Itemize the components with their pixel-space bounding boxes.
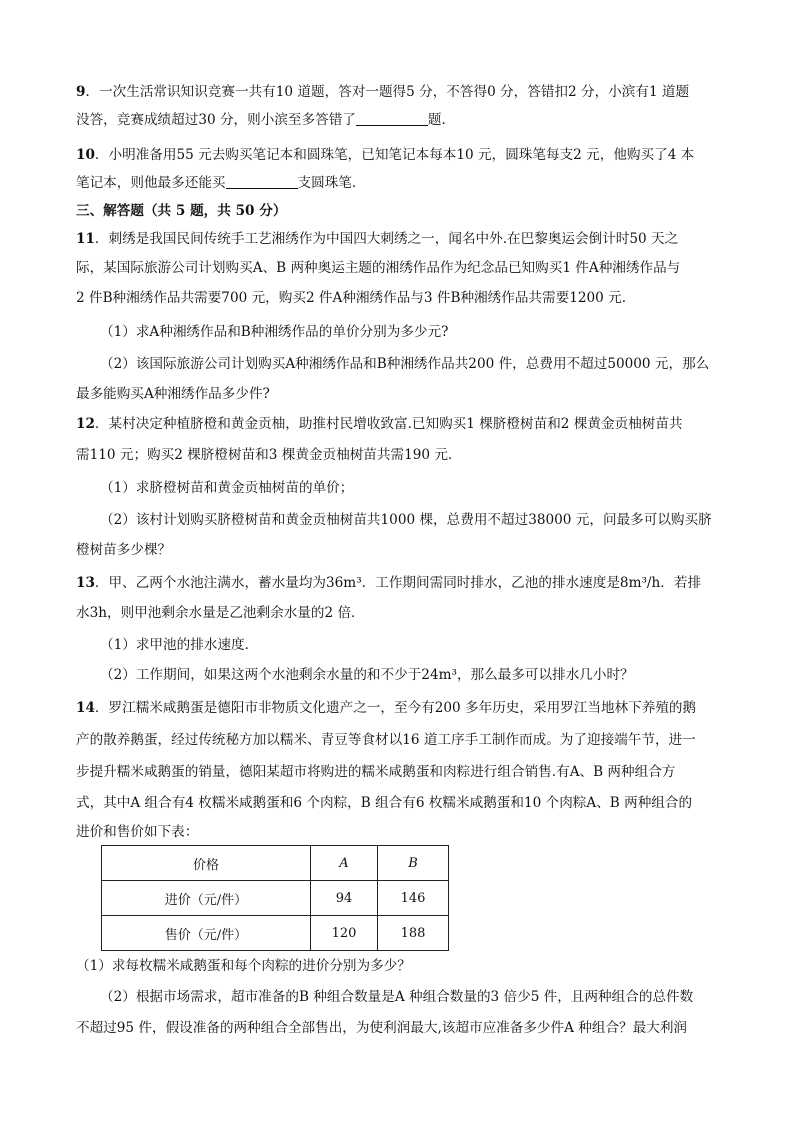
table-cell: 188: [378, 916, 449, 951]
q11-line-2: 际，某国际旅游公司计划购买A、B 两种奥运主题的湘绣作品作为纪念品已知购买1 件A种湘绣作品与: [76, 260, 681, 276]
q9-text-2b: 题.: [427, 112, 446, 128]
q12-sub-2: （2）该村计划购买脐橙树苗和黄金贡柚树苗共1000 棵，总费用不超过38000 元，问最多可以购买脐: [100, 512, 712, 528]
q11-line-3: 2 件B种湘绣作品共需要700 元，购买2 件A种湘绣作品与3 件B种湘绣作品共需要1200 元.: [76, 290, 627, 306]
table-header-row: [102, 846, 449, 881]
q11-line-1: [76, 229, 678, 249]
q9-text-2a: 没答，竞赛成绩超过30 分，则小滨至多答错了: [76, 112, 356, 128]
table-cell: 进价（元/件）: [102, 881, 311, 916]
q12-line-1: [76, 414, 683, 434]
table-cell: 售价（元/件）: [102, 916, 311, 951]
q12-text-1: ．某村决定种植脐橙和黄金贡柚，助推村民增收致富.已知购买1 棵脐橙树苗和2 棵黄金贡柚树苗共: [94, 416, 683, 432]
q10-number: 10: [76, 147, 95, 163]
table-cell: 94: [311, 881, 378, 916]
q12-line-2: 需110 元；购买2 棵脐橙树苗和3 棵黄金贡柚树苗共需190 元．: [76, 447, 462, 463]
q14-sub-2: （2）根据市场需求，超市准备的B 种组合数量是A 种组合数量的3 倍少5 件，且两种组合的总件数: [100, 989, 694, 1005]
q10-text-2b: 支圆珠笔．: [297, 175, 366, 191]
q11-number: 11: [76, 231, 95, 247]
q14-line-5: 进价和售价如下表：: [76, 824, 199, 840]
q9-text-1: ．一次生活常识知识竞赛一共有10 道题，答对一题得5 分，不答得0 分，答错扣2 分，小滨有1 道题: [85, 84, 690, 100]
q11-sub-2-cont: 最多能购买A种湘绣作品多少件?: [76, 386, 270, 402]
q14-line-3: 步提升糯米咸鹅蛋的销量，德阳某超市将购进的糯米咸鹅蛋和肉粽进行组合销售.有A、B 两种组合方: [76, 764, 676, 780]
q13-line-1: [76, 573, 701, 593]
q13-line-2: 水3h，则甲池剩余水量是乙池剩余水量的2 倍．: [76, 605, 365, 621]
q14-line-4: 式，其中A 组合有4 枚糯米咸鹅蛋和6 个肉粽，B 组合有6 枚糯米咸鹅蛋和10 个肉粽A、B 两种组合的: [76, 795, 693, 811]
q9-answer-blank[interactable]: [356, 111, 428, 126]
section-3-heading: 三、解答题（共 5 题，共 50 分）: [76, 203, 287, 219]
q13-number: 13: [76, 575, 95, 591]
q13-sub-1: （1）求甲池的排水速度．: [100, 637, 259, 653]
q11-sub-2: （2）该国际旅游公司计划购买A种湘绣作品和B种湘绣作品共200 件，总费用不超过50000 元，那么: [100, 356, 710, 372]
q11-text-1: ．刺绣是我国民间传统手工艺湘绣作为中国四大刺绣之一，闻名中外.在巴黎奥运会倒计时50 天之: [94, 231, 679, 247]
q14-line-2: 产的散养鹅蛋，经过传统秘方加以糯米、青豆等食材以16 道工序手工制作而成。为了迎接端午节，进一: [76, 732, 696, 748]
q9-line-1: [76, 82, 689, 102]
table-header-cell: 价格: [102, 846, 311, 881]
q11-sub-1: （1）求A种湘绣作品和B种湘绣作品的单价分别为多少元?: [100, 324, 449, 340]
q13-sub-2: （2）工作期间，如果这两个水池剩余水量的和不少于24m³，那么最多可以排水几小时？: [100, 667, 634, 683]
q14-line-1: [76, 698, 696, 718]
table-row: [102, 916, 449, 951]
q10-text-1: ．小明准备用55 元去购买笔记本和圆珠笔，已知笔记本每本10 元，圆珠笔每支2 元，他购买了4 本: [94, 147, 695, 163]
q10-line-1: [76, 145, 694, 165]
table-header-cell: B: [378, 846, 449, 881]
q9-number: 9: [76, 84, 86, 100]
q12-number: 12: [76, 416, 95, 432]
q9-line-2: [76, 110, 446, 130]
table-header-cell: A: [311, 846, 378, 881]
table-cell: 120: [311, 916, 378, 951]
q10-answer-blank[interactable]: [226, 174, 298, 189]
q13-text-1: ．甲、乙两个水池注满水，蓄水量均为36m³．工作期间需同时排水，乙池的排水速度是8m³/h．若排: [94, 575, 702, 591]
q12-sub-1: （1）求脐橙树苗和黄金贡柚树苗的单价；: [100, 480, 354, 496]
q14-number: 14: [76, 700, 95, 716]
q14-sub-2-cont: 不超过95 件，假设准备的两种组合全部售出，为使利润最大,该超市应准备多少件A 种组合？最大利润: [76, 1020, 688, 1036]
table-row: [102, 881, 449, 916]
q14-text-1: ．罗江糯米咸鹅蛋是德阳市非物质文化遗产之一，至今有200 多年历史，采用罗江当地林下养殖的鹅: [94, 700, 697, 716]
price-table: [101, 845, 449, 951]
table-cell: 146: [378, 881, 449, 916]
q12-sub-2-cont: 橙树苗多少棵？: [76, 542, 172, 558]
q10-text-2a: 笔记本，则他最多还能买: [76, 175, 226, 191]
q14-sub-1: （1）求每枚糯米咸鹅蛋和每个肉粽的进价分别为多少？: [76, 958, 411, 974]
q10-line-2: [76, 173, 366, 193]
